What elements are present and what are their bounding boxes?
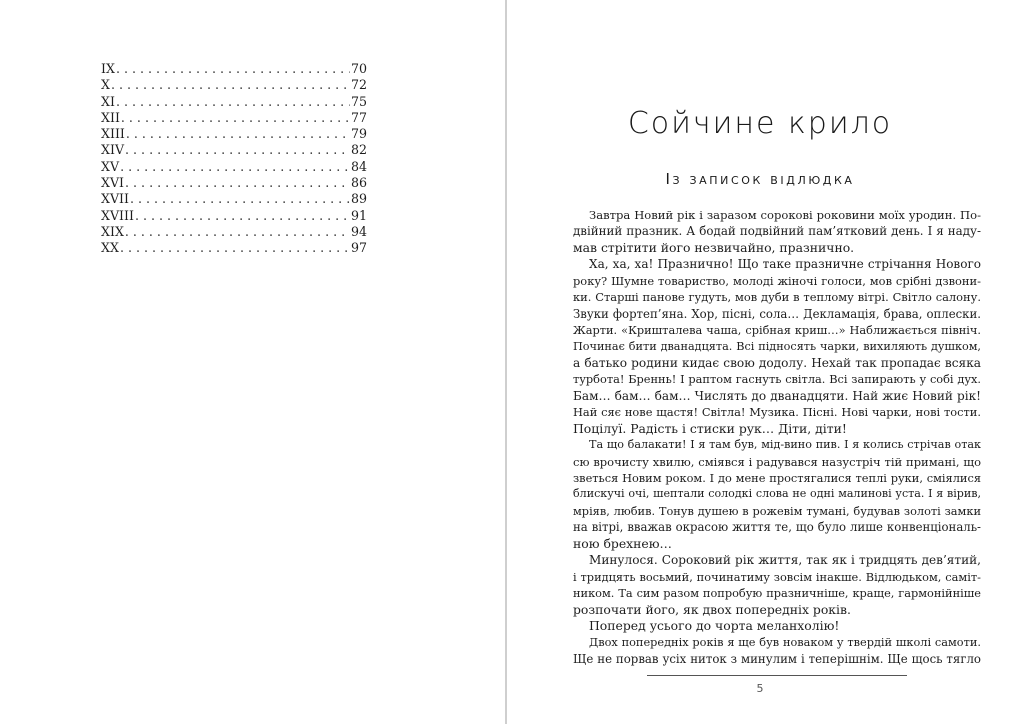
toc-page-number: 91 bbox=[350, 207, 367, 223]
toc-leader-dots bbox=[125, 224, 350, 240]
toc-chapter: IX bbox=[101, 61, 115, 76]
toc-entry[interactable] bbox=[101, 110, 367, 126]
toc-leader-dots bbox=[130, 191, 350, 207]
right-page bbox=[507, 0, 1013, 724]
text-line: Починає бити дванадцята. Всі підносять чарки, вихиляють душком, bbox=[573, 339, 981, 353]
toc-chapter: XII bbox=[101, 109, 120, 125]
toc-page-number: 86 bbox=[350, 175, 367, 191]
toc-leader-dots bbox=[125, 142, 350, 158]
toc-page-number: 77 bbox=[350, 109, 367, 125]
toc-chapter: XIV bbox=[101, 142, 125, 158]
toc-page-number: 97 bbox=[350, 240, 367, 256]
text-line: Завтра Новий рік і заразом сорокові роковини моїх уродин. По- bbox=[589, 208, 981, 222]
toc-entry[interactable] bbox=[101, 94, 367, 110]
toc-page-number: 72 bbox=[350, 77, 367, 93]
text-line: мріяв, любив. Тонув душею в рожевім тумані, будував золоті замки bbox=[573, 503, 981, 518]
toc-leader-dots bbox=[126, 126, 350, 142]
left-page bbox=[0, 0, 505, 724]
text-line: двійний празник. А бодай подвійний пам’ятковий день. І я наду- bbox=[573, 224, 981, 239]
page-number: 5 bbox=[756, 682, 764, 695]
toc-chapter: X bbox=[101, 77, 110, 93]
toc-leader-dots bbox=[121, 110, 350, 126]
toc-leader-dots bbox=[116, 61, 350, 77]
toc-leader-dots bbox=[111, 77, 350, 93]
chapter-title: Сойчине крило bbox=[627, 106, 893, 141]
text-line: і тридцять восьмий, починатиму зовсім інакше. Відлюдьком, саміт- bbox=[573, 569, 981, 584]
text-line: а батько родини кидає свою додолу. Нехай так пропадає всяка bbox=[573, 355, 981, 370]
text-line: Двох попередніх років я ще був новаком у твердій школі самоти. bbox=[589, 635, 981, 650]
text-line: Звуки фортеп’яна. Хор, пісні, сола… Декламація, брава, оплески. bbox=[573, 306, 981, 321]
toc-leader-dots bbox=[116, 94, 350, 110]
toc-entry[interactable] bbox=[101, 175, 367, 191]
text-line: зветься Новим роком. І до мене простягалися теплі руки, сміялися bbox=[573, 471, 981, 485]
toc-page-number: 82 bbox=[350, 142, 367, 158]
text-line: Бам… бам… бам… Числять до дванадцяти. Най жиє Новий рік! bbox=[573, 388, 981, 403]
text-line: на вітрі, вважав окрасою життя те, що було лише конвенціональ- bbox=[573, 520, 981, 535]
toc-page-number: 84 bbox=[350, 158, 367, 174]
toc-leader-dots bbox=[135, 208, 350, 224]
text-line: Най сяє нове щастя! Світла! Музика. Пісні. Нові чарки, нові тости. bbox=[573, 405, 981, 420]
text-line: Та що балакати! І я там був, мід-вино пив. І я колись стрічав отак bbox=[589, 438, 981, 452]
toc-entry[interactable] bbox=[101, 126, 367, 142]
toc-entry[interactable] bbox=[101, 224, 367, 240]
text-line: року? Шумне товариство, молоді жіночі голоси, мов срібні дзвони- bbox=[573, 273, 981, 288]
toc-page-number: 75 bbox=[350, 93, 367, 109]
text-line: Ха, ха, ха! Празнично! Що таке празничне стрічання Нового bbox=[589, 257, 981, 272]
toc-page-number: 89 bbox=[350, 191, 367, 207]
text-line: сю врочисту хвилю, сміявся і радувався назустріч тій примані, що bbox=[573, 454, 981, 469]
text-line: Жарти. «Кришталева чаша, срібная криш…» Наближається північ. bbox=[573, 323, 981, 338]
toc-chapter: XX bbox=[101, 240, 119, 256]
toc-entry[interactable] bbox=[101, 240, 367, 256]
toc-entry[interactable] bbox=[101, 142, 367, 158]
text-line: турбота! Бреннь! І раптом гаснуть світла. Всі запирають у собі дух. bbox=[573, 372, 981, 387]
toc-chapter: XVIII bbox=[101, 207, 134, 223]
toc-leader-dots bbox=[125, 175, 350, 191]
text-line: Поцілуї. Радість і стиски рук… Діти, діти! bbox=[573, 420, 847, 436]
toc-entry[interactable] bbox=[101, 61, 367, 77]
text-line: Поперед усього до чорта меланхолію! bbox=[589, 617, 840, 633]
toc-leader-dots bbox=[120, 240, 350, 256]
toc-page-number: 70 bbox=[350, 61, 367, 76]
text-line: ником. Та сим разом попробую празничніше, краще, гармонійніше bbox=[573, 586, 981, 601]
text-line: ною брехнею… bbox=[573, 535, 672, 551]
toc-chapter: XVI bbox=[101, 175, 125, 191]
text-line: ки. Старші панове гудуть, мов дуби в теплому вітрі. Світло салону. bbox=[573, 290, 981, 305]
chapter-subtitle: Із записок відлюдка bbox=[665, 170, 855, 188]
text-line: Ще не порвав усіх ниток з минулим і теперішнім. Ще щось тягло bbox=[573, 651, 981, 666]
toc-page-number: 79 bbox=[350, 126, 367, 142]
toc-entry[interactable] bbox=[101, 208, 367, 224]
toc-chapter: XVII bbox=[101, 191, 130, 207]
toc-chapter: XIX bbox=[101, 223, 124, 239]
toc-entry[interactable] bbox=[101, 159, 367, 175]
text-line: Минулося. Сороковий рік життя, так як і тридцять дев’ятий, bbox=[589, 553, 981, 568]
toc-chapter: XIII bbox=[101, 126, 125, 142]
text-line: блискучі очі, шептали солодкі слова не одні малинові уста. І я вірив, bbox=[573, 487, 981, 501]
toc-page-number: 94 bbox=[350, 223, 367, 239]
toc-entry[interactable] bbox=[101, 77, 367, 93]
text-line: розпочати його, як двох попередніх років. bbox=[573, 601, 851, 617]
toc-leader-dots bbox=[120, 159, 350, 175]
toc-chapter: XV bbox=[101, 158, 120, 174]
text-line: мав стрітити його незвичайно, празнично. bbox=[573, 239, 855, 255]
toc-entry[interactable] bbox=[101, 191, 367, 207]
table-of-contents bbox=[101, 61, 367, 257]
body-text bbox=[573, 207, 981, 667]
footer-rule bbox=[647, 675, 907, 676]
toc-chapter: XI bbox=[101, 93, 115, 109]
